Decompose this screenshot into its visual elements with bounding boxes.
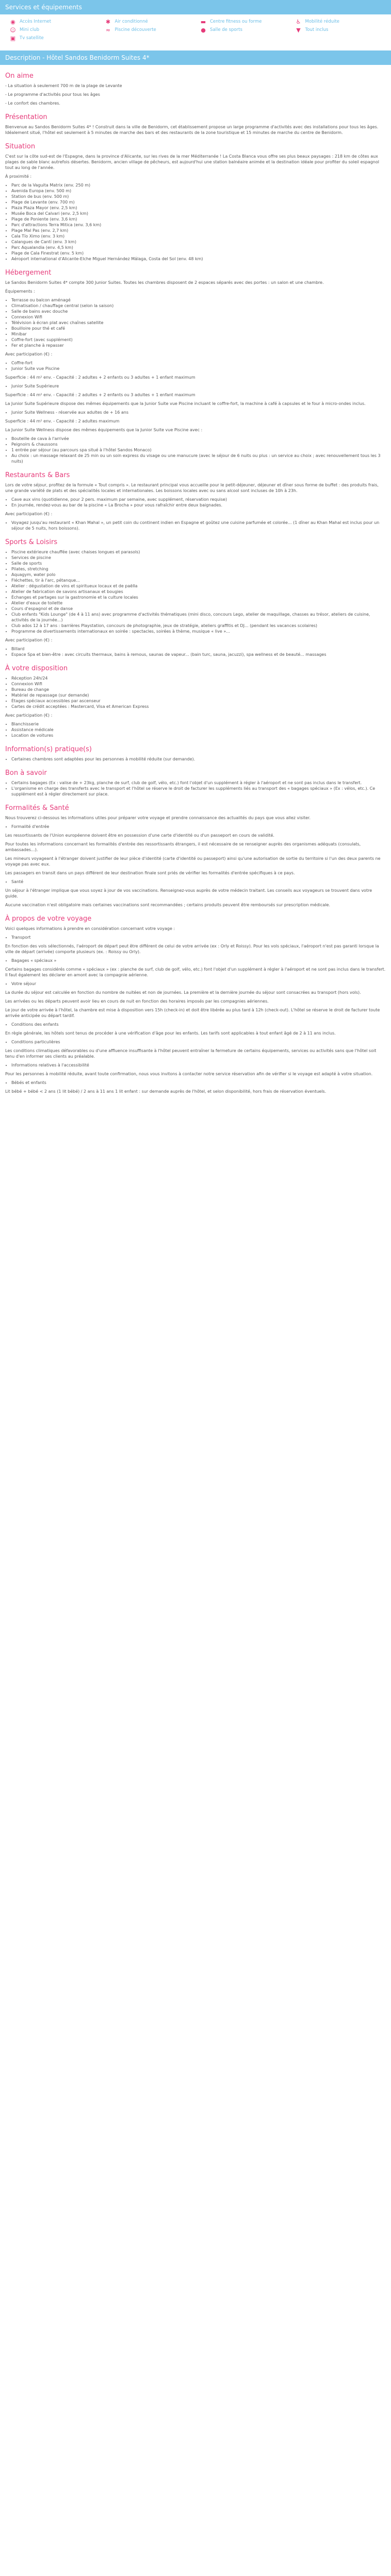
section-paragraph: Aucune vaccination n'est obligatoire mais certaines vaccinations sont recommandées ; certains produits peuvent être remboursés sur prescription médicale. <box>5 903 330 907</box>
amenities-list <box>0 14 391 45</box>
section-paragraph: À proximité : <box>5 174 32 179</box>
section-paragraph: Bienvenue au Sandos Benidorm Suites 4* ! Construit dans la ville de Benidorm, cet établissement propose un large programme d'activités avec des installations pour tous les âges. Idéalement situé, l'hôtel est seulement à 5 minutes de marche des bars et des restaurants de la zone touristique et 15 minutes de marche du centre de Benidorm. <box>5 125 379 135</box>
section-paragraph: La Junior Suite Wellness dispose des mêmes équipements que la Junior Suite vue Piscine avec : <box>5 428 203 432</box>
bullet-list <box>11 182 386 262</box>
bullet-item: • Bouilloire pour thé et café <box>11 326 386 331</box>
section-paragraph: Lors de votre séjour, profitez de la formule « Tout compris ». Le restaurant principal vous accueille pour le petit-déjeuner, déjeuner et dîner sous forme de buffet : des produits frais, une grande variété de plats et des spécialités locales et internationales. Les boissons locales avec ou sans alcool sont incluses de 10h à 23h. <box>5 483 379 493</box>
bullet-item: • Club enfants "Kids Lounge" (de 4 à 11 ans) avec programme d'activités thématiques (mini disco, concours Lego, atelier de maquillage, chasses au trésor, ateliers de cuisine, activités de la journée...) <box>11 612 386 623</box>
amenity-item <box>5 18 101 26</box>
amenity-label: Salle de sports <box>210 27 242 32</box>
section-paragraph: Les ressortissants de l'Union européenne doivent être en possession d'une carte d'identité ou d'un passeport en cours de validité. <box>5 833 274 838</box>
bullet-list <box>11 935 386 940</box>
bullet-list <box>11 721 386 738</box>
bullet-item: • Club ados 12 à 17 ans : barrières Playstation, concours de photographie, jeux de stratégie, ateliers graffitis et DJ... (pendant les vacances scolaires) <box>11 623 386 629</box>
section-paragraph: Lit bébé + bébé < 2 ans (1 lit bébé) / 2 ans à 11 ans 1 lit enfant : sur demande auprès de l'hôtel, et selon disponibilité, hors frais de réservation éventuels. <box>5 1089 327 1094</box>
bullet-item: • Au choix : un massage relaxant de 25 min ou un soin express du visage ou une manucure (avec le séjour de 6 nuits ou plus : un service au choix ; avec renouvellement tous les 3 nuits) <box>11 453 386 464</box>
bullet-list <box>11 958 386 963</box>
bullet-item: • Formalité d'entrée <box>11 824 386 829</box>
description-title: Description - Hôtel Sandos Benidorm Suites 4* <box>0 50 391 65</box>
bullet-list <box>11 1080 386 1086</box>
bullet-item: • Connexion Wifi <box>11 314 386 320</box>
bullet-list <box>11 1022 386 1027</box>
bullet-item: • Pilates, stretching <box>11 566 386 572</box>
amenity-label: Piscine découverte <box>115 27 156 32</box>
section-paragraph: En fonction des vols sélectionnés, l'aéroport de départ peut être différent de celui de votre arrivée (ex : Orly et Roissy). Pour les vols spéciaux, l'aéroport n'est pas garanti lorsque la ville de départ (arrivée) comporte plusieurs (ex. : Roissy ou Orly). <box>5 944 379 954</box>
section-paragraph: La durée du séjour est calculée en fonction du nombre de nuitées et non de journées. La première et la dernière journée du séjour sont consacrées au transport (hors vols). <box>5 990 361 995</box>
bullet-item: • Atelier : dégustation de vins et spiritueux locaux et de paëlla <box>11 583 386 589</box>
bullet-list <box>11 646 386 657</box>
wifi-icon: ◉ <box>10 18 15 25</box>
amenity-item <box>291 18 386 26</box>
amenity-item <box>5 34 101 42</box>
section-paragraph: Le jour de votre arrivée à l'hôtel, la chambre est mise à disposition vers 15h (check-in) et doit être libérée au plus tard à 12h (check-out). L'hôtel se réserve le droit de facturer toute arrivée anticipée ou départ tardif. <box>5 1008 380 1018</box>
bullet-item: • Transport <box>11 935 386 940</box>
bullet-item: • Parc de la Vaguita Matrix (env. 250 m) <box>11 182 386 188</box>
section-heading: À propos de votre voyage <box>5 915 92 923</box>
bullet-list <box>11 383 386 389</box>
bullet-list <box>11 780 386 797</box>
section-heading: Présentation <box>5 113 47 121</box>
bullet-item: • Votre séjour <box>11 981 386 987</box>
section-paragraph: La Junior Suite Supérieure dispose des mêmes équipements que la Junior Suite vue Piscine incluant le coffre-fort, la machine à café à capsules et le four à micro-ondes inclus. <box>5 401 366 406</box>
bullet-item: • Terrasse ou balcon aménagé <box>11 297 386 303</box>
bullet-item: • Télévision à écran plat avec chaînes satellite <box>11 320 386 326</box>
bullet-item: • Assistance médicale <box>11 727 386 733</box>
amenities-title: Services et équipements <box>0 0 391 14</box>
section-heading: Bon à savoir <box>5 769 47 777</box>
bullet-item: • Junior Suite Wellness - réservée aux adultes de + 16 ans <box>11 410 386 415</box>
section-heading: Information(s) pratique(s) <box>5 745 92 753</box>
bullet-item: • Atelier d'eaux de toilette <box>11 600 386 606</box>
amenity-item <box>196 26 291 34</box>
amenity-label: Mobilité réduite <box>305 19 340 24</box>
bullet-item: • Peignoirs & chaussons <box>11 442 386 447</box>
section-paragraph: Les passagers en transit dans un pays différent de leur destination finale sont priés de vérifier les formalités d'entrée spécifiques à ce pays. <box>5 871 295 875</box>
amenity-item <box>5 26 101 34</box>
bullet-list <box>11 497 386 508</box>
bullet-list <box>11 1039 386 1045</box>
bullet-item: • L'organisme en charge des transferts avec le transport et l'hôtel se réserve le droit de facturer les suppléments liés au transport des « bagages spéciaux » (Ex : vélos, etc.). Ce supplément est à régler directement sur place. <box>11 786 386 797</box>
bullet-item: • Coffre-fort <box>11 360 386 366</box>
tv-icon: ▣ <box>10 35 16 42</box>
bullet-item: • Bouteille de cava à l'arrivée <box>11 436 386 442</box>
bullet-item: • Bébés et enfants <box>11 1080 386 1086</box>
bullet-item: • Aquagym, water polo <box>11 572 386 578</box>
section-paragraph: - La situation à seulement 700 m de la plage de Levante <box>5 83 122 88</box>
bullet-item: • Fléchettes, tir à l'arc, pétanque... <box>11 578 386 583</box>
section-paragraph: - Le confort des chambres. <box>5 101 60 106</box>
bullet-item: • Matériel de repassage (sur demande) <box>11 692 386 698</box>
amenity-item <box>291 26 386 34</box>
bullet-item: • Location de voitures <box>11 733 386 738</box>
bullet-item: • Échanges et partages sur la gastronomie et la culture locales <box>11 595 386 600</box>
section-heading: À votre disposition <box>5 665 68 672</box>
bullet-item: • Conditions particulières <box>11 1039 386 1045</box>
bullet-list <box>11 297 386 348</box>
bullet-item: • Cala Tío Ximo (env. 3 km) <box>11 233 386 239</box>
bullet-item: • Certains bagages (Ex : valise de + 23kg, planche de surf, club de golf, vélo, etc.) font l'objet d'un supplément à régler à l'aéroport et ne sont pas inclus dans le transfert. <box>11 780 386 786</box>
bullet-item: • Avenida Europa (env. 500 m) <box>11 188 386 194</box>
section-heading: Situation <box>5 143 36 150</box>
bullet-item: • Junior Suite Supérieure <box>11 383 386 389</box>
bullet-item: • Informations relatives à l'accessibilité <box>11 1062 386 1068</box>
section-paragraph: Les conditions climatiques défavorables ou d'une affluence insuffisante à l'hôtel peuvent entraîner la fermeture de certains équipements, services ou activités sans que l'hôtel soit tenu d'en informer ses clients au préalable. <box>5 1048 377 1059</box>
bullet-list <box>11 1062 386 1068</box>
bullet-item: • Plage Mal Pas (env. 2,7 km) <box>11 228 386 233</box>
bullet-item: • Connexion Wifi <box>11 681 386 687</box>
amenity-label: Centre fitness ou forme <box>210 19 262 24</box>
bullet-item: • Étages spéciaux accessibles par ascenseur <box>11 698 386 704</box>
amenity-label: Accès Internet <box>20 19 52 24</box>
bullet-item: • Espace Spa et bien-être : avec circuits thermaux, bains à remous, saunas de vapeur... (bain turc, sauna, jacuzzi), spa wellness et de beauté... massages <box>11 652 386 657</box>
bullet-item: • Coffre-fort (avec supplément) <box>11 337 386 343</box>
bullet-list <box>11 549 386 634</box>
section-paragraph: Voici quelques informations à prendre en considération concernant votre voyage : <box>5 926 175 931</box>
amenity-item <box>196 18 291 26</box>
section-paragraph: Avec participation (€) : <box>5 638 53 642</box>
bullet-item: • Cours d'espagnol et de danse <box>11 606 386 612</box>
pool-icon: ≈ <box>105 26 111 33</box>
section-paragraph: Certains bagages considérés comme « spéciaux » (ex : planche de surf, club de golf, vélo, etc.) font l'objet d'un supplément à régler à l'aéroport et ne sont pas inclus dans le transfert. Il faut également les déclarer en amont avec la compagnie aérienne. <box>5 967 386 977</box>
bullet-item: • Billard <box>11 646 386 652</box>
amenities-section <box>0 0 391 45</box>
bullet-item: • Musée Boca del Calvari (env. 2,5 km) <box>11 211 386 216</box>
dumbbell-icon: ▬ <box>200 18 206 25</box>
bullet-list <box>11 756 386 762</box>
bullet-item: • Calangues de Cantí (env. 3 km) <box>11 239 386 245</box>
section-paragraph: - Le programme d'activités pour tous les âges <box>5 92 100 97</box>
bullet-list <box>11 436 386 464</box>
bullet-item: • Cartes de crédit acceptées : Mastercard, Visa et American Express <box>11 704 386 709</box>
bullet-item: • Atelier de fabrication de savons artisanaux et bougies <box>11 589 386 595</box>
amenity-item <box>101 26 196 34</box>
section-paragraph: Avec participation (€) : <box>5 352 53 357</box>
bullet-item: • En journée, rendez-vous au bar de la piscine « La Brocha » pour vous rafraîchir entre deux baignades. <box>11 502 386 508</box>
section-paragraph: Superficie : 44 m² env. - Capacité : 2 adultes + 2 enfants ou 3 adultes + 1 enfant maximum <box>5 393 196 397</box>
amenity-label: Tv satellite <box>20 36 44 41</box>
bullet-item: • Salle de bains avec douche <box>11 309 386 314</box>
snowflake-icon: ✱ <box>105 18 111 25</box>
wheelchair-icon: ♿ <box>296 18 301 25</box>
bullet-item: • Minibar <box>11 331 386 337</box>
bullet-list <box>11 675 386 709</box>
section-paragraph: Les mineurs voyageant à l'étranger doivent justifier de leur pièce d'identité (carte d'identité ou passeport) ainsi qu'une autorisation de sortie du territoire si l'un des deux parents ne voyage pas avec eux. <box>5 856 381 867</box>
section-paragraph: Équipements : <box>5 289 35 294</box>
bullet-item: • Voyagez jusqu'au restaurant « Khan Mahal », un petit coin du continent indien en Espagne et goûtez une cuisine parfumée et colorée... (1 dîner au Khan Mahal est inclus pour un séjour de 5 nuits, hors boissons). <box>11 520 386 531</box>
section-paragraph: Nous trouverez ci-dessous les informations utiles pour préparer votre voyage et prendre connaissance des actualités du pays que vous allez visiter. <box>5 816 311 820</box>
bullet-item: • Réception 24h/24 <box>11 675 386 681</box>
bullet-item: • Salle de sports <box>11 561 386 566</box>
bullet-item: • Plage de Poniente (env. 3,6 km) <box>11 216 386 222</box>
bullet-item: • 1 entrée par séjour (au parcours spa situé à l'hôtel Sandos Monaco) <box>11 447 386 453</box>
bullet-item: • Cave aux vins (quotidienne, pour 2 pers. maximum par semaine, avec supplément, réservation requise) <box>11 497 386 502</box>
section-paragraph: C'est sur la côte sud-est de l'Espagne, dans la province d'Alicante, sur les rives de la mer Méditerranée ! La Costa Blanca vous offre ses plus beaux paysages : 218 km de côtes aux plages de sable blanc autrefois désertes. Benidorm, ancien village de pêcheurs, est aujourd'hui une station balnéaire animée et la destination idéale pour profiter du soleil espagnol tout au long de l'année. <box>5 154 379 170</box>
section-paragraph: Pour toutes les informations concernant les formalités d'entrée des ressortissants étrangers, il est nécessaire de se renseigner auprès des organismes adéquats (consulats, ambassades...). <box>5 842 361 852</box>
section-heading: On aime <box>5 72 34 80</box>
amenity-item <box>101 18 196 26</box>
bullet-item: • Station de bus (env. 500 m) <box>11 194 386 199</box>
kids-icon: ☺ <box>10 26 16 33</box>
section-paragraph: Le Sandos Benidorm Suites 4* compte 300 Junior Suites. Toutes les chambres disposent de 2 espaces séparés avec des portes : un salon et une chambre. <box>5 280 324 285</box>
bullet-list <box>11 824 386 829</box>
bullet-item: • Bureau de change <box>11 687 386 692</box>
bullet-item: • Aéroport international d'Alicante-Elche Miguel Hernández Málaga, Costa del Sol (env. 48 km) <box>11 256 386 262</box>
section-heading: Formalités & Santé <box>5 804 69 812</box>
section-paragraph: Superficie : 44 m² env. - Capacité : 2 adultes maximum <box>5 419 120 423</box>
bullet-item: • Piscine extérieure chauffée (avec chaises longues et parasols) <box>11 549 386 555</box>
bullet-list <box>11 360 386 371</box>
cocktail-icon: ▼ <box>296 26 301 33</box>
bullet-item: • Parc d'attractions Terra Mitica (env. 3,6 km) <box>11 222 386 228</box>
bullet-item: • Junior Suite vue Piscine <box>11 366 386 371</box>
section-paragraph: Les arrivées ou les départs peuvent avoir lieu en cours de nuit en fonction des horaires imposés par les compagnies aériennes. <box>5 999 269 1004</box>
bullet-item: • Climatisation / chauffage central (selon la saison) <box>11 303 386 309</box>
bullet-item: • Services de piscine <box>11 555 386 561</box>
description-content <box>0 72 391 1094</box>
bullet-item: • Parc Aqualandia (env. 4,5 km) <box>11 245 386 250</box>
bullet-item: • Bagages « spéciaux » <box>11 958 386 963</box>
sports-icon: ● <box>201 26 206 33</box>
section-paragraph: Avec participation (€) : <box>5 512 53 516</box>
section-paragraph: Superficie : 44 m² env. - Capacité : 2 adultes + 2 enfants ou 3 adultes + 1 enfant maximum <box>5 375 196 380</box>
bullet-item: • Santé <box>11 879 386 885</box>
bullet-item: • Plage de Levante (env. 700 m) <box>11 199 386 205</box>
bullet-item: • Fer et planche à repasser <box>11 343 386 348</box>
section-paragraph: En règle générale, les hôtels sont tenus de procéder à une vérification d'âge pour les enfants. Les tarifs sont applicables à tout enfant âgé de 2 à 11 ans inclus. <box>5 1031 336 1036</box>
bullet-list <box>11 879 386 885</box>
bullet-list <box>11 981 386 987</box>
section-paragraph: Un séjour à l'étranger implique que vous soyez à jour de vos vaccinations. Renseignez-vous auprès de votre médecin traitant. Les conseils aux voyageurs se trouvent dans votre guide. <box>5 888 372 899</box>
bullet-item: • Plage de Cala Finestrat (env. 5 km) <box>11 250 386 256</box>
bullet-list <box>11 520 386 531</box>
bullet-item: • Programme de divertissements internationaux en soirée : spectacles, soirées à thème, musique « live »... <box>11 629 386 634</box>
amenity-label: Tout inclus <box>305 27 329 32</box>
section-heading: Restaurants & Bars <box>5 471 70 479</box>
bullet-item: • Blanchisserie <box>11 721 386 727</box>
bullet-item: • Certaines chambres sont adaptées pour les personnes à mobilité réduite (sur demande). <box>11 756 386 762</box>
bullet-item: • Conditions des enfants <box>11 1022 386 1027</box>
section-heading: Sports & Loisirs <box>5 538 58 546</box>
section-paragraph: Avec participation (€) : <box>5 713 53 718</box>
amenity-label: Mini club <box>20 27 39 32</box>
section-paragraph: Pour les personnes à mobilité réduite, avant toute confirmation, nous vous invitons à contacter notre service réservation afin de vérifier si le voyage est adapté à votre situation. <box>5 1072 373 1076</box>
amenity-label: Air conditionné <box>115 19 148 24</box>
bullet-item: • Plaza Plaza Mayor (env. 2,5 km) <box>11 205 386 211</box>
bullet-list <box>11 410 386 415</box>
section-heading: Hébergement <box>5 269 52 277</box>
